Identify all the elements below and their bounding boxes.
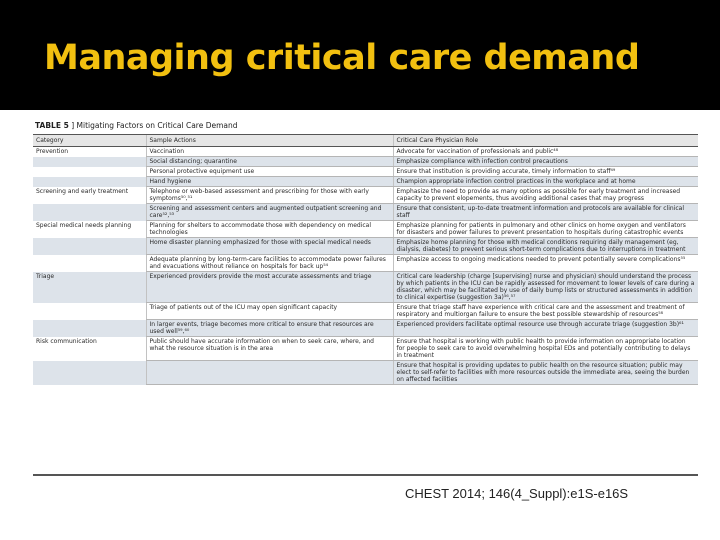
table-label: TABLE 5: [35, 121, 69, 130]
mitigation-table: [33, 134, 698, 385]
action-cell: [146, 361, 393, 385]
citation: CHEST 2014; 146(4_Suppl):e1S-e16S: [405, 486, 629, 501]
action-cell: Social distancing; quarantine: [146, 157, 393, 167]
action-cell: In larger events, triage becomes more critical to ensure that resources are used well⁵⁹,⁶⁰: [146, 320, 393, 337]
table-image: [33, 117, 698, 479]
table-row: [33, 337, 698, 361]
table-caption: [35, 121, 238, 130]
role-cell: Emphasize the need to provide as many options as possible for early treatment and increased capacity to prevent elopements, thus avoiding additional cases that may progress: [393, 187, 698, 204]
role-cell: Emphasize access to ongoing medications needed to prevent potentially severe complications⁵⁵: [393, 255, 698, 272]
role-cell: Emphasize planning for patients in pulmonary and other clinics on home oxygen and ventilators for disasters and power failures to prevent presentation to hospitals during catastrophic events: [393, 221, 698, 238]
role-cell: Emphasize home planning for those with medical conditions requiring daily management (eg, dialysis, diabetes) to prevent serious short-term complications due to interruptions in treatment: [393, 238, 698, 255]
table-row: [33, 272, 698, 303]
action-cell: Home disaster planning emphasized for those with special medical needs: [146, 238, 393, 255]
col-header-category: Category: [33, 135, 146, 147]
role-cell: Ensure that institution is providing accurate, timely information to staff⁴⁹: [393, 167, 698, 177]
category-cell: Special medical needs planning: [36, 221, 132, 229]
slide-header: [0, 0, 720, 110]
slide-title: Managing critical care demand: [44, 38, 640, 78]
role-cell: Experienced providers facilitate optimal resource use through accurate triage (suggestion 3b)⁶¹: [393, 320, 698, 337]
category-cell: [33, 320, 146, 337]
role-cell: Ensure that triage staff have experience with critical care and the assessment and treatment of respiratory and multiorgan failure to ensure the best possible stewardship of resources⁵⁸: [393, 303, 698, 320]
action-cell: Triage of patients out of the ICU may open significant capacity: [146, 303, 393, 320]
table-row: [33, 204, 698, 221]
table-row: [33, 303, 698, 320]
table-row: [33, 361, 698, 385]
action-cell: Public should have accurate information on when to seek care, where, and what the resource situation is in the area: [146, 337, 393, 361]
category-cell: [33, 167, 146, 177]
col-header-actions: Sample Actions: [146, 135, 393, 147]
category-cell: [33, 361, 146, 385]
table-header-row: [33, 135, 698, 147]
action-cell: Screening and assessment centers and augmented outpatient screening and care⁵²,⁵³: [146, 204, 393, 221]
role-cell: Ensure that consistent, up-to-date treatment information and protocols are available for clinical staff: [393, 204, 698, 221]
role-cell: Critical care leadership (charge [supervising] nurse and physician) should understand the process by which patients in the ICU can be rapidly assessed for movement to lower levels of care during a disaster, which may be facilitated by use of daily bump lists or structured assessments in addition to clinical expertise (suggestion 3a)⁵⁶,⁵⁷: [393, 272, 698, 303]
category-cell: [33, 255, 146, 272]
col-header-role: Critical Care Physician Role: [393, 135, 698, 147]
action-cell: Personal protective equipment use: [146, 167, 393, 177]
action-cell: Planning for shelters to accommodate those with dependency on medical technologies: [146, 221, 393, 238]
category-cell: [33, 157, 146, 167]
action-cell: Hand hygiene: [146, 177, 393, 187]
left-strip: [0, 110, 30, 540]
table-row: [33, 147, 698, 157]
category-cell: [33, 204, 146, 221]
category-cell: [33, 303, 146, 320]
table-bottom-rule: [33, 474, 698, 476]
table-row: [33, 238, 698, 255]
category-cell: [33, 177, 146, 187]
table-row: [33, 157, 698, 167]
role-cell: Advocate for vaccination of professionals and public⁴⁸: [393, 147, 698, 157]
table-row: [33, 221, 698, 238]
table-row: [33, 320, 698, 337]
role-cell: Ensure that hospital is working with public health to provide information on appropriate location for people to seek care to avoid overwhelming hospital EDs and potentially contributing to delays in treatment: [393, 337, 698, 361]
table-separator: ]: [71, 121, 75, 130]
category-cell: Prevention: [36, 148, 69, 155]
table-row: [33, 167, 698, 177]
role-cell: Ensure that hospital is providing updates to public health on the resource situation; public may elect to self-refer to facilities with more resources outside the immediate area, seeing the burden on affected facilities: [393, 361, 698, 385]
category-cell: Risk communication: [36, 337, 97, 345]
action-cell: Adequate planning by long-term-care facilities to accommodate power failures and evacuations without reliance on hospitals for back up⁵⁴: [146, 255, 393, 272]
table-row: [33, 177, 698, 187]
category-cell: Screening and early treatment: [36, 187, 129, 195]
action-cell: Vaccination: [146, 147, 393, 157]
action-cell: Experienced providers provide the most accurate assessments and triage: [146, 272, 393, 303]
action-cell: Telephone or web-based assessment and prescribing for those with early symptoms⁵⁰,⁵¹: [146, 187, 393, 204]
role-cell: Champion appropriate infection control practices in the workplace and at home: [393, 177, 698, 187]
table-title: Mitigating Factors on Critical Care Demand: [76, 121, 238, 130]
table-row: [33, 255, 698, 272]
table-row: [33, 187, 698, 204]
category-cell: Triage: [33, 272, 146, 303]
role-cell: Emphasize compliance with infection control precautions: [393, 157, 698, 167]
category-cell: [33, 238, 146, 255]
